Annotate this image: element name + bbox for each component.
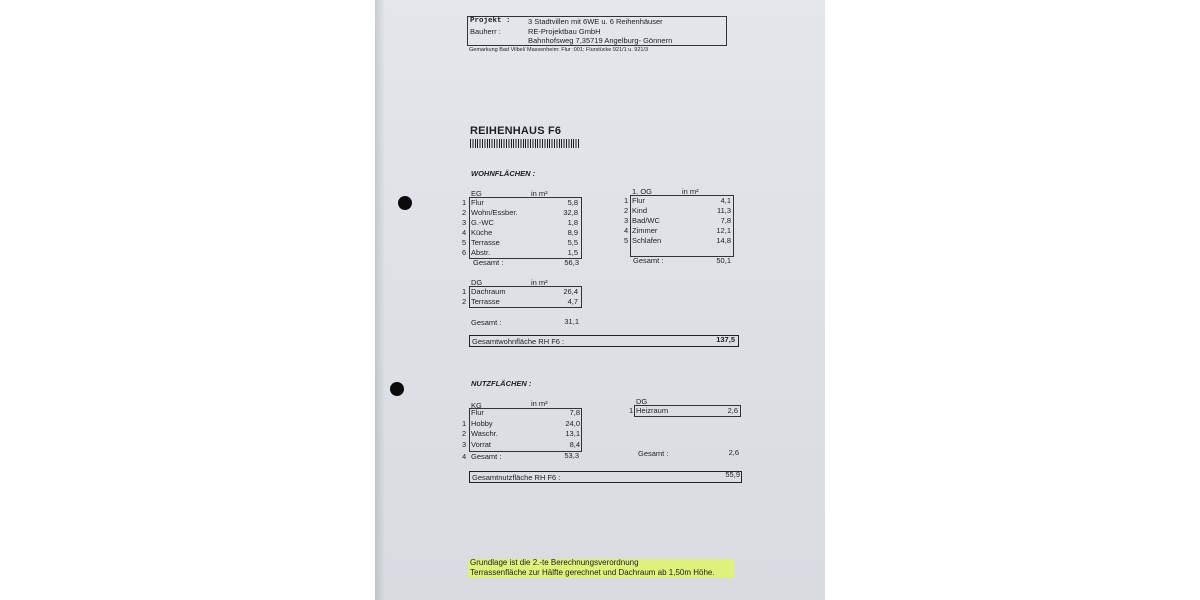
punch-hole-top bbox=[398, 196, 412, 210]
row-value: 12,1 bbox=[716, 226, 731, 235]
row-number: 2 bbox=[462, 208, 467, 217]
row-name: Schlafen bbox=[632, 236, 662, 245]
kg-total-label: Gesamt : bbox=[471, 452, 502, 461]
page-title: REIHENHAUS F6 bbox=[470, 125, 562, 137]
gesamtwohnflaeche-label: Gesamtwohnfläche RH F6 : bbox=[472, 337, 565, 346]
row-name: Waschr. bbox=[471, 429, 498, 438]
eg-total-label: Gesamt : bbox=[473, 258, 504, 267]
row-name: Küche bbox=[471, 228, 493, 237]
dg-total-value: 31,1 bbox=[564, 317, 579, 326]
row-name: Bad/WC bbox=[632, 216, 660, 225]
row-number: 1 bbox=[624, 196, 629, 205]
bauherr-name: RE-Projektbau GmbH bbox=[528, 27, 601, 36]
og-total-label: Gesamt : bbox=[633, 256, 664, 265]
row-value: 32,8 bbox=[563, 208, 578, 217]
eg-total-value: 56,3 bbox=[564, 258, 579, 267]
row-value: 11,3 bbox=[716, 206, 731, 215]
nutz-dg-total-value: 2,6 bbox=[728, 448, 739, 457]
row-value: 7,8 bbox=[569, 408, 580, 417]
row-value: 2,6 bbox=[727, 406, 738, 415]
row-number: 2 bbox=[462, 297, 467, 306]
nutz-dg-total-label: Gesamt : bbox=[638, 449, 669, 458]
page-shadow bbox=[375, 0, 385, 600]
row-number: 1 bbox=[462, 287, 467, 296]
row-number: 2 bbox=[624, 206, 629, 215]
row-name: Kind bbox=[632, 206, 648, 215]
row-number: 3 bbox=[462, 439, 467, 449]
footer-line-2: Terrassenfläche zur Hälfte gerechnet und Dachraum ab 1,50m Höhe. bbox=[470, 568, 715, 577]
projekt-label: Projekt : bbox=[470, 17, 511, 25]
row-name: Flur bbox=[471, 408, 484, 417]
nutzflaechen-heading: NUTZFLÄCHEN : bbox=[471, 379, 532, 388]
row-value: 24,0 bbox=[565, 418, 580, 428]
row-number: 5 bbox=[462, 238, 467, 247]
nutz-dg-label: DG bbox=[636, 397, 648, 406]
dg-total-label: Gesamt : bbox=[471, 318, 502, 327]
row-name: G.-WC bbox=[471, 218, 494, 227]
kg-label: KG bbox=[471, 401, 482, 410]
row-value: 5,5 bbox=[567, 238, 578, 247]
row-number: 6 bbox=[462, 248, 467, 257]
row-value: 26,4 bbox=[563, 287, 578, 296]
og-label: 1. OG bbox=[632, 187, 653, 196]
gesamtwohnflaeche-value: 137,5 bbox=[716, 335, 735, 344]
document-page bbox=[375, 0, 825, 600]
kg-total-value: 53,3 bbox=[564, 451, 579, 460]
row-value: 7,8 bbox=[720, 216, 731, 225]
row-value: 4,7 bbox=[567, 297, 578, 306]
row-value: 8,9 bbox=[567, 228, 578, 237]
row-value: 4,1 bbox=[720, 196, 731, 205]
row-name: Abstr. bbox=[471, 248, 491, 257]
row-value: 8,4 bbox=[569, 439, 580, 449]
row-number: 1 bbox=[462, 418, 467, 428]
row-number: 3 bbox=[624, 216, 629, 225]
row-number: 1 bbox=[629, 406, 634, 415]
row-name: Vorrat bbox=[471, 439, 492, 449]
dg-unit: in m² bbox=[531, 278, 548, 287]
punch-hole-bottom bbox=[390, 382, 404, 396]
row-number: 1 bbox=[462, 198, 467, 207]
wohnflaechen-heading: WOHNFLÄCHEN : bbox=[471, 169, 536, 178]
row-name: Heizraum bbox=[636, 406, 669, 415]
footer-line-1: Grundlage ist die 2.-te Berechnungsverordnung bbox=[470, 558, 639, 567]
row-number: 3 bbox=[462, 218, 467, 227]
bauherr-address: Bahnhofsweg 7,35719 Angelburg- Gönnern bbox=[528, 36, 673, 45]
bauherr-label: Bauherr : bbox=[470, 27, 501, 36]
row-number: 4 bbox=[624, 226, 629, 235]
row-number: 5 bbox=[624, 236, 629, 245]
row-number: 4 bbox=[462, 228, 467, 237]
row-name: Flur bbox=[632, 196, 645, 205]
title-underline-hatch bbox=[470, 139, 580, 148]
og-unit: in m² bbox=[682, 187, 699, 196]
row-value: 1,5 bbox=[567, 248, 578, 257]
row-value: 5,8 bbox=[567, 198, 578, 207]
eg-label: EG bbox=[471, 189, 482, 198]
row-name: Flur bbox=[471, 198, 484, 207]
row-value: 13,1 bbox=[565, 429, 580, 438]
row-name: Terrasse bbox=[471, 238, 500, 247]
projekt-value: 3 Stadtvillen mit 6WE u. 6 Reihenhäuser bbox=[528, 17, 663, 26]
kg-unit: in m² bbox=[531, 399, 548, 408]
row-name: Dachraum bbox=[471, 287, 506, 296]
og-total-value: 50,1 bbox=[716, 256, 731, 265]
row-name: Terrasse bbox=[471, 297, 500, 306]
gemarkung-line: Gemarkung Bad Vilbel/ Massenheim: Flur :001; Flurstücke 921/1 u. 921/3 bbox=[469, 47, 649, 53]
gesamtnutzflaeche-value: 55,9 bbox=[725, 470, 740, 479]
row-name: Hobby bbox=[471, 418, 493, 428]
row-name: Zimmer bbox=[632, 226, 658, 235]
row-value: 1,8 bbox=[567, 218, 578, 227]
row-value: 14,8 bbox=[716, 236, 731, 245]
kg-total-num: 4 bbox=[462, 452, 467, 461]
eg-unit: in m² bbox=[531, 189, 548, 198]
row-name: Wohn/Essber. bbox=[471, 208, 518, 217]
row-number: 2 bbox=[462, 429, 467, 438]
dg-label: DG bbox=[471, 278, 483, 287]
gesamtnutzflaeche-label: Gesamtnutzfläche RH F6 : bbox=[472, 473, 561, 482]
